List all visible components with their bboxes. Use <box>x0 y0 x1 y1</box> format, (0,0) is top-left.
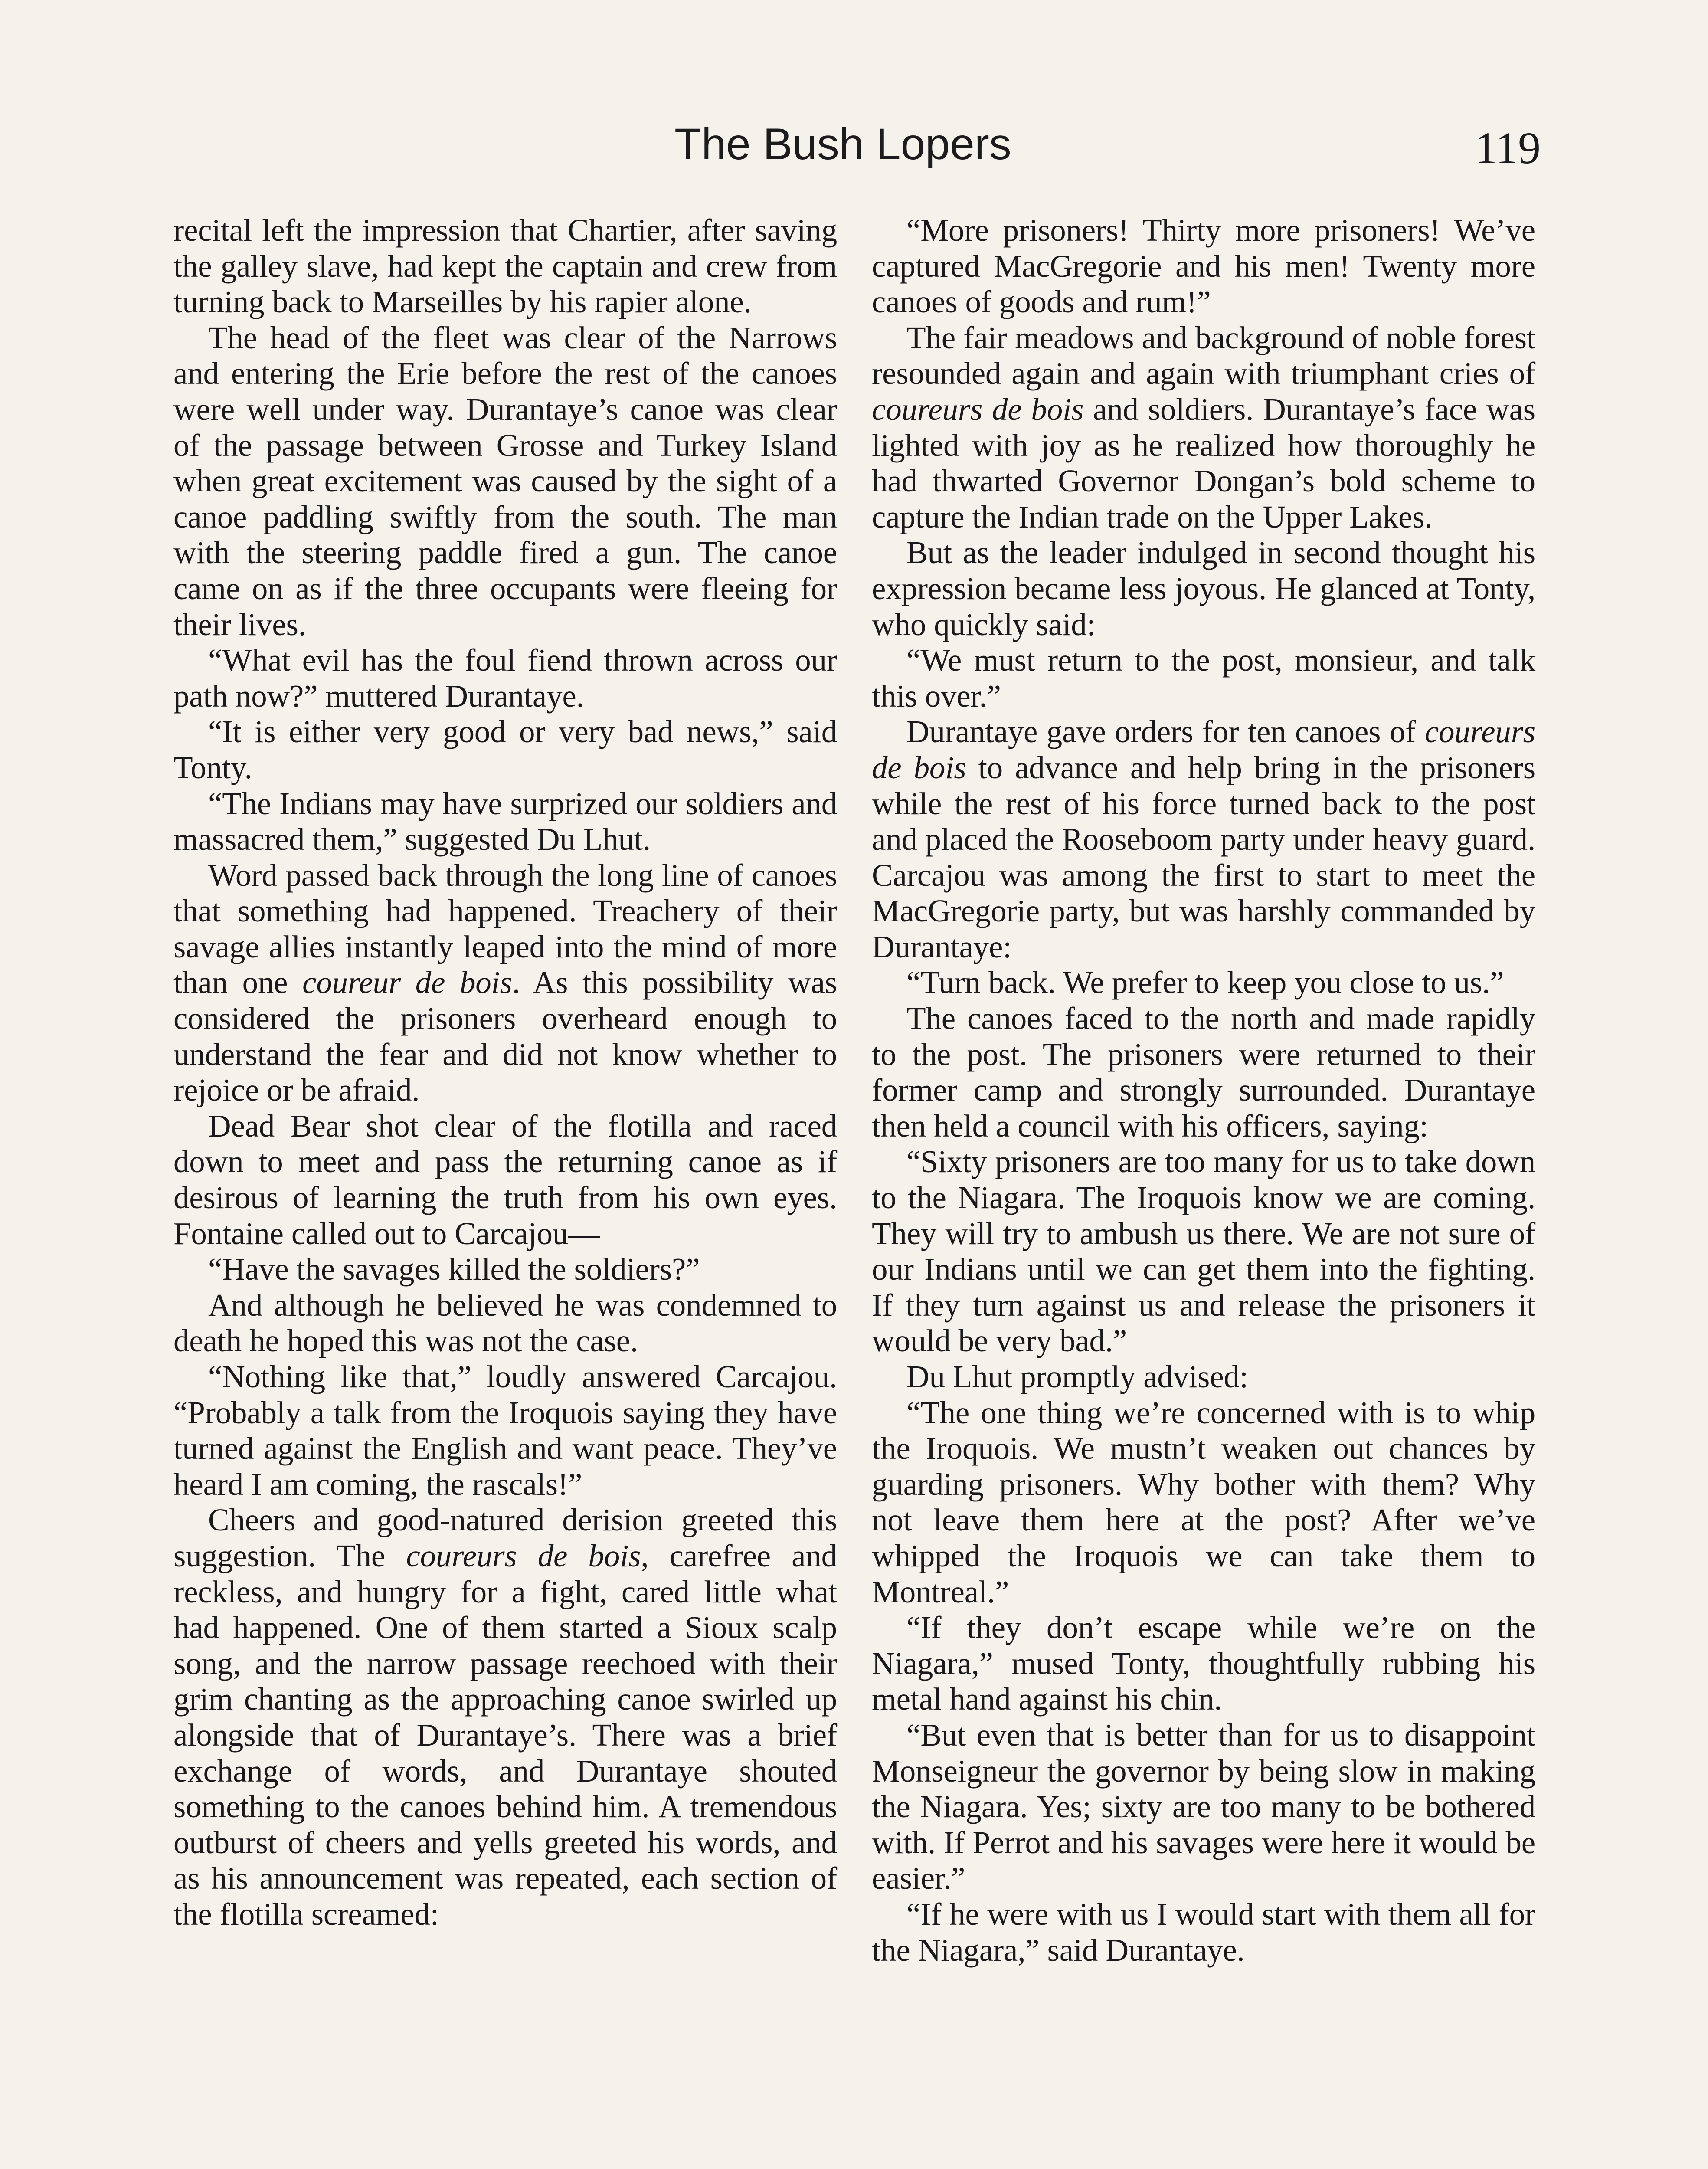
paragraph: “Sixty prisoners are too many for us to take down to the Niagara. The Iroquois know we are coming. They will try to ambush us there. We are not sure of our Indians until we can get them into the fighting. If they turn against us and release the prisoners it would be very bad.” <box>872 1144 1535 1359</box>
paragraph: The head of the fleet was clear of the Narrows and entering the Erie before the rest of the canoes were well under way. Durantaye’s canoe was clear of the passage between Grosse and Turkey Island when great excitement was caused by the sight of a canoe paddling swiftly from the south. The man with the steering paddle fired a gun. The canoe came on as if the three occupants were fleeing for their lives. <box>173 320 837 642</box>
paragraph: Du Lhut promptly advised: <box>906 1359 1248 1394</box>
paragraph: “We must return to the post, monsieur, and talk this over.” <box>872 642 1535 714</box>
paragraph: Word passed back through the long line of canoes that something had happened. Treachery of their savage allies instantly leaped into the mind of more than one coureur de bois. As this possibility was considered the prisoners overheard enough to understand the fear and did not know whether to rejoice or be afraid. <box>173 857 837 1108</box>
paragraph: “More prisoners! Thirty more prisoners! We’ve captured MacGregorie and his men! Twenty more canoes of goods and rum!” <box>872 213 1535 320</box>
paragraph: “It is either very good or very bad news,” said Tonty. <box>173 714 837 785</box>
paragraph: “What evil has the foul fiend thrown across our path now?” muttered Durantaye. <box>173 642 837 714</box>
paragraph: And although he believed he was condemned to death he hoped this was not the case. <box>173 1287 837 1359</box>
paragraph: “But even that is better than for us to disappoint Monseigneur the governor by being slow in making the Niagara. Yes; sixty are too many to be bothered with. If Perrot and his savages were here it would be easier.” <box>872 1717 1535 1896</box>
paragraph: The canoes faced to the north and made rapidly to the post. The prisoners were returned to their former camp and strongly surrounded. Durantaye then held a council with his officers, saying: <box>872 1001 1535 1143</box>
paragraph: “The Indians may have surprized our soldiers and massacred them,” suggested Du Lhut. <box>173 786 837 857</box>
paragraph: “The one thing we’re concerned with is to whip the Iroquois. We mustn’t weaken out chances by guarding prisoners. Why bother with them? Why not leave them here at the post? After we’ve whipped the Iroquois we can take them to Montreal.” <box>872 1395 1535 1609</box>
paragraph: Dead Bear shot clear of the flotilla and raced down to meet and pass the returning canoe as if desirous of learning the truth from his own eyes. Fontaine called out to Carcajou— <box>173 1108 837 1251</box>
paragraph: “Nothing like that,” loudly answered Carcajou. “Probably a talk from the Iroquois saying they have turned against the English and want peace. They’ve heard I am coming, the rascals!” <box>173 1359 837 1502</box>
text-column-left <box>173 213 837 1933</box>
paragraph: “Have the savages killed the soldiers?” <box>208 1252 700 1287</box>
paragraph: Durantaye gave orders for ten canoes of coureurs de bois to advance and help bring in the prisoners while the rest of his force turned back to the post and placed the Rooseboom party under heavy guard. Carcajou was among the first to start to meet the MacGregorie party, but was harshly commanded by Durantaye: <box>872 714 1535 964</box>
paragraph: But as the leader indulged in second thought his expression became less joyous. He glanced at Tonty, who quickly said: <box>872 535 1535 642</box>
paragraph: “Turn back. We prefer to keep you close to us.” <box>906 965 1504 1000</box>
paragraph: The fair meadows and background of noble forest resounded again and again with triumphant cries of coureurs de bois and soldiers. Durantaye’s face was lighted with joy as he realized how thoroughly he had thwarted Governor Dongan’s bold scheme to capture the Indian trade on the Upper Lakes. <box>872 320 1535 534</box>
paragraph: “If they don’t escape while we’re on the Niagara,” mused Tonty, thoughtfully rubbing his metal hand against his chin. <box>872 1610 1535 1717</box>
paragraph: recital left the impression that Chartier, after saving the galley slave, had kept the captain and crew from turning back to Marseilles by his rapier alone. <box>173 213 837 320</box>
paragraph: Cheers and good-natured derision greeted this suggestion. The coureurs de bois, carefree and reckless, and hungry for a fight, cared little what had happened. One of them started a Sioux scalp song, and the narrow passage reechoed with their grim chanting as the approaching canoe swirled up alongside that of Durantaye’s. There was a brief exchange of words, and Durantaye shouted something to the canoes behind him. A tremendous outburst of cheers and yells greeted his words, and as his announcement was repeated, each section of the flotilla screamed: <box>173 1502 837 1932</box>
page-number: 119 <box>1475 123 1541 173</box>
running-header-title: The Bush Lopers <box>674 119 1011 169</box>
paragraph: “If he were with us I would start with them all for the Niagara,” said Durantaye. <box>872 1896 1535 1968</box>
text-column-right <box>872 213 1535 1968</box>
